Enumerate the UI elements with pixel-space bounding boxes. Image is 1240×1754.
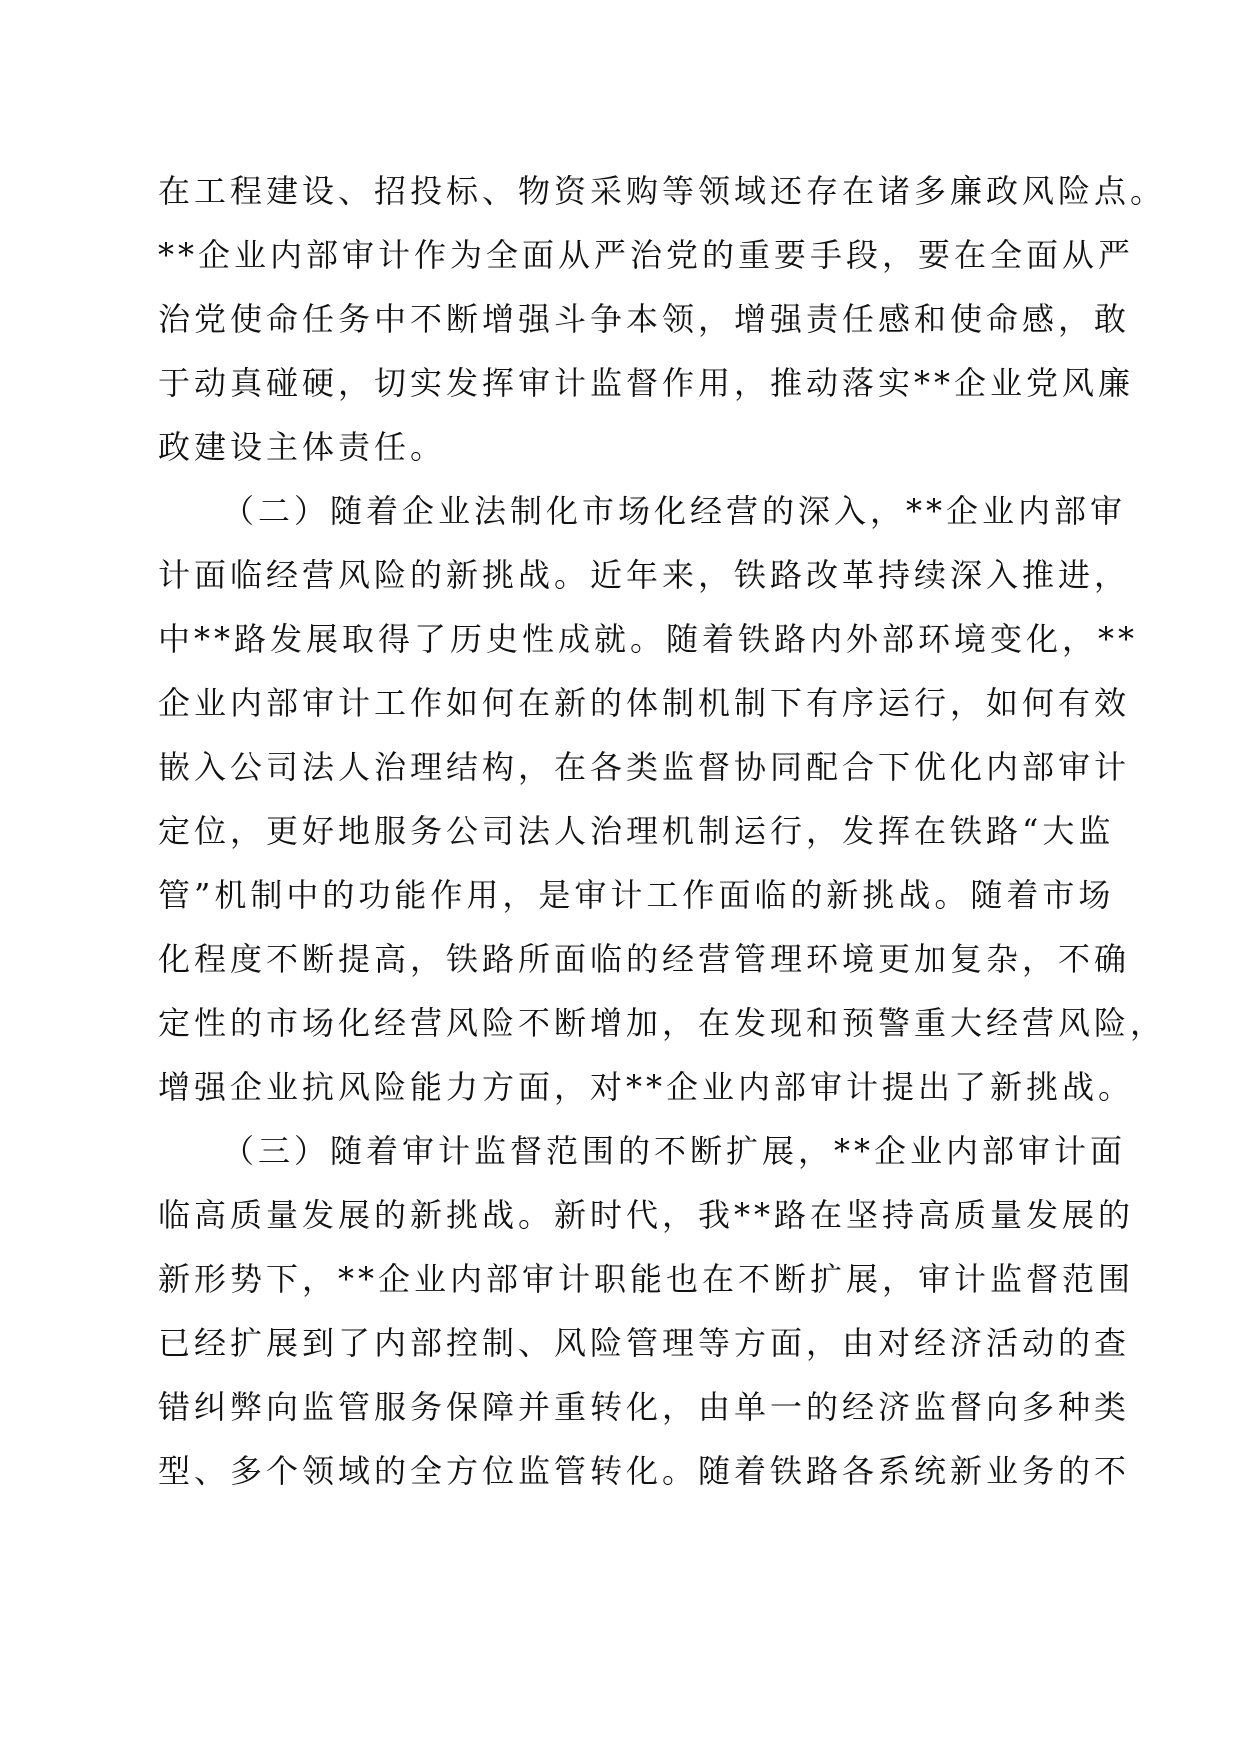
text-line: **企业内部审计作为全面从严治党的重要手段，要在全面从严 [158, 236, 1135, 274]
text-line: 错纠弊向监管服务保障并重转化，由单一的经济监督向多种类 [158, 1388, 1131, 1426]
text-line: 化程度不断提高，铁路所面临的经营管理环境更加复杂，不确 [158, 940, 1131, 978]
text-line: 治党使命任务中不断增强斗争本领，增强责任感和使命感，敢 [158, 300, 1131, 338]
text-line: 于动真碰硬，切实发挥审计监督作用，推动落实**企业党风廉 [158, 364, 1135, 402]
text-line: 定位，更好地服务公司法人治理机制运行，发挥在铁路“大监 [158, 812, 1115, 850]
section-heading-3: （三）随着审计监督范围的不断扩展，**企业内部审计面 [222, 1132, 1127, 1170]
text-line: 新形势下，**企业内部审计职能也在不断扩展，审计监督范围 [158, 1260, 1135, 1298]
text-line: 增强企业抗风险能力方面，对**企业内部审计提出了新挑战。 [158, 1068, 1135, 1106]
text-line: 计面临经营风险的新挑战。近年来，铁路改革持续深入推进， [158, 556, 1131, 594]
text-line: 嵌入公司法人治理结构，在各类监督协同配合下优化内部审计 [158, 748, 1131, 786]
section-heading-2: （二）随着企业法制化市场化经营的深入，**企业内部审 [222, 492, 1127, 530]
text-line: 企业内部审计工作如何在新的体制机制下有序运行，如何有效 [158, 684, 1131, 722]
text-line: 型、多个领域的全方位监管转化。随着铁路各系统新业务的不 [158, 1452, 1131, 1490]
text-line: 政建设主体责任。 [158, 428, 447, 466]
text-line: 临高质量发展的新挑战。新时代，我**路在坚持高质量发展的 [158, 1196, 1135, 1234]
text-line: 定性的市场化经营风险不断增加，在发现和预警重大经营风险， [158, 1004, 1167, 1042]
text-line: 管”机制中的功能作用，是审计工作面临的新挑战。随着市场 [158, 876, 1115, 914]
text-line: 已经扩展到了内部控制、风险管理等方面，由对经济活动的查 [158, 1324, 1131, 1362]
text-line: 中**路发展取得了历史性成就。随着铁路内外部环境变化，** [158, 620, 1139, 658]
text-line: 在工程建设、招投标、物资采购等领域还存在诸多廉政风险点。 [158, 172, 1167, 210]
